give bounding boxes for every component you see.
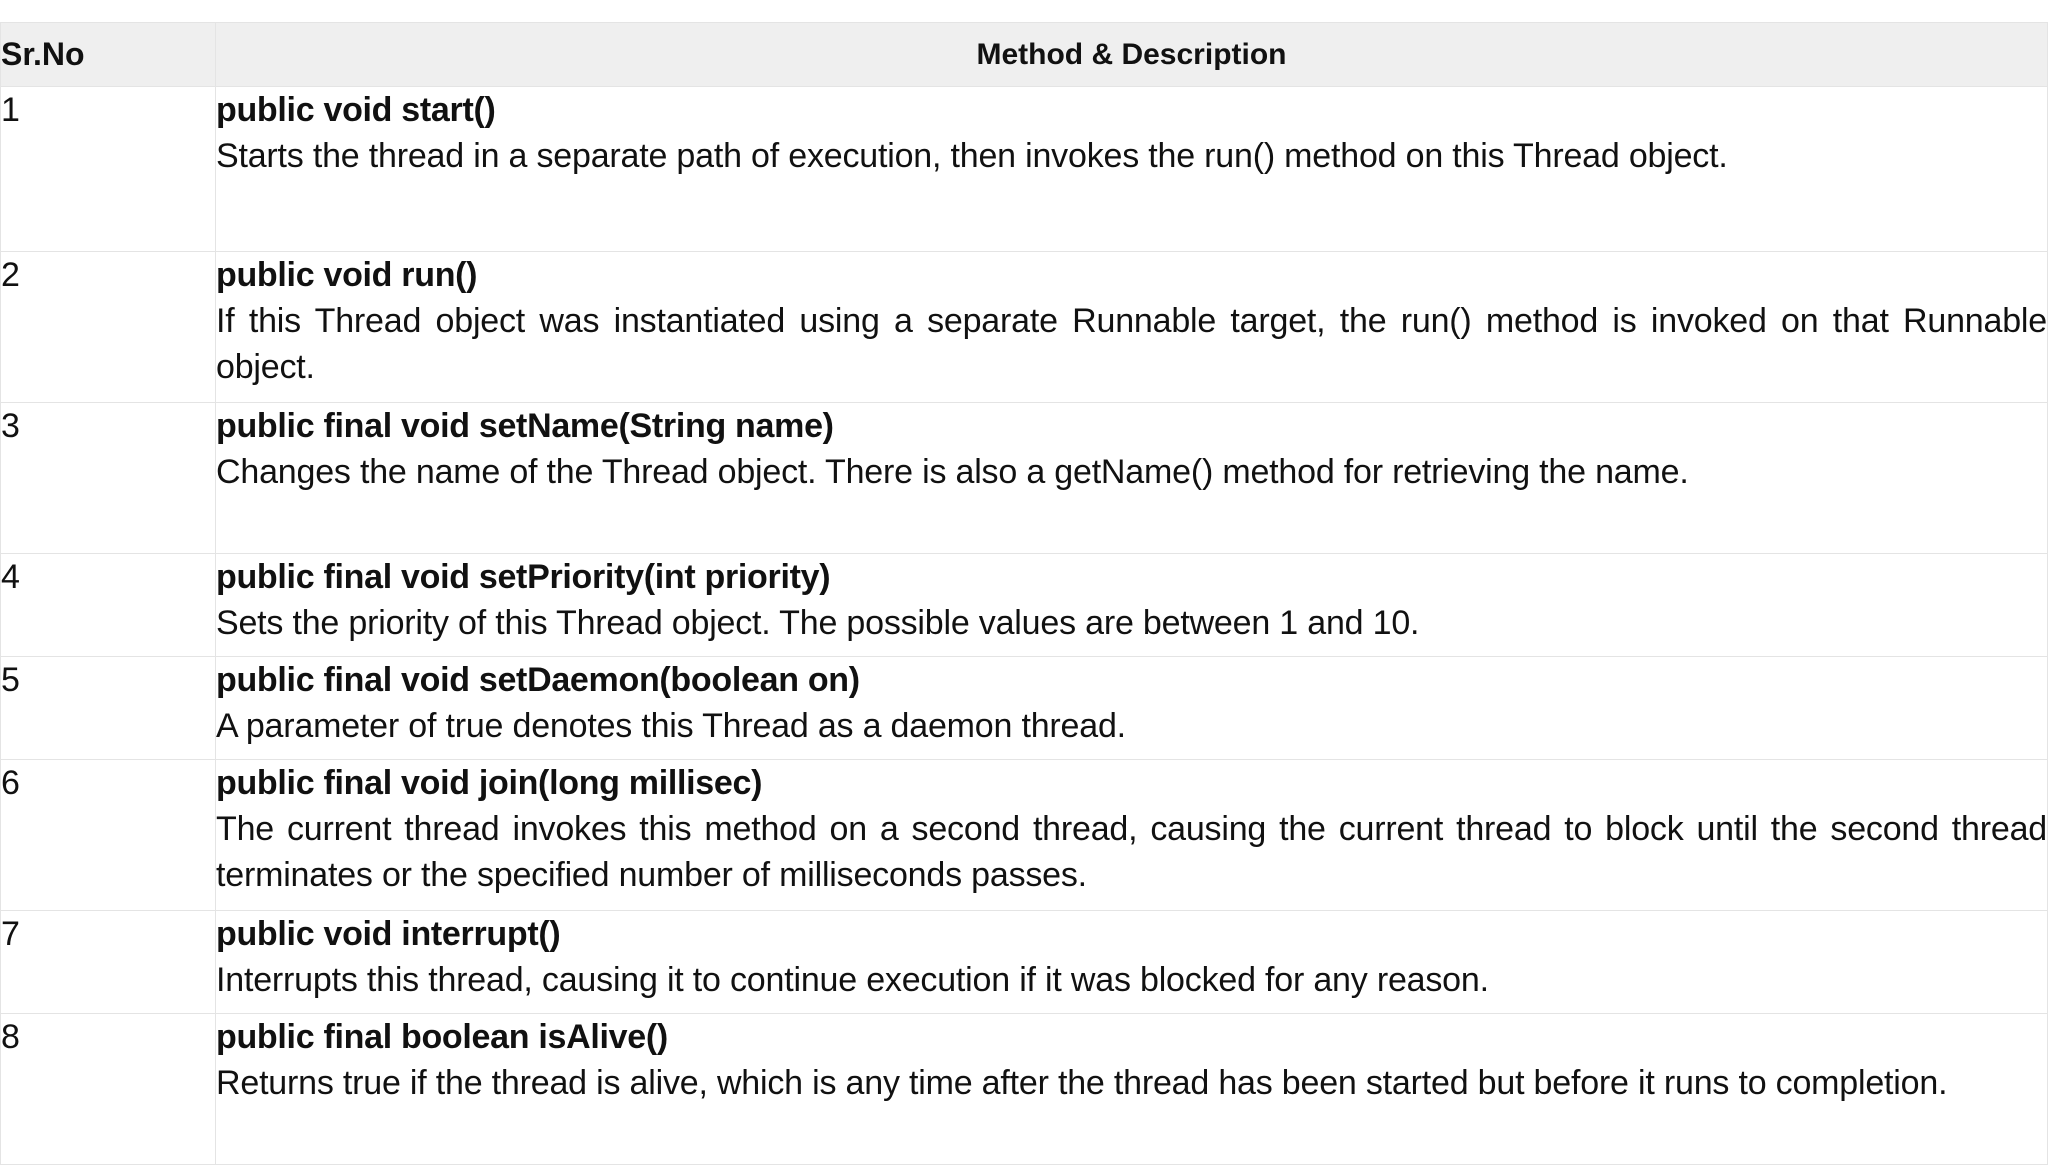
method-signature: public final void join(long millisec) <box>216 764 763 802</box>
table-row <box>1 87 2048 252</box>
table-body <box>1 87 2048 1165</box>
table-row <box>1 760 2048 911</box>
column-header-method-description: Method & Description <box>216 23 2048 87</box>
method-signature: public final boolean isAlive() <box>216 1018 668 1056</box>
method-signature: public final void setPriority(int priority) <box>216 558 831 596</box>
row-number: 5 <box>1 657 216 760</box>
method-cell <box>216 554 2048 657</box>
thread-methods-table <box>0 22 2048 1165</box>
row-number: 8 <box>1 1014 216 1165</box>
method-cell <box>216 760 2048 911</box>
row-number: 2 <box>1 252 216 403</box>
method-description: A parameter of true denotes this Thread as a daemon thread. <box>216 707 1126 745</box>
table-row <box>1 1014 2048 1165</box>
method-signature: public void interrupt() <box>216 915 561 953</box>
table-row <box>1 554 2048 657</box>
method-description: Starts the thread in a separate path of execution, then invokes the run() method on this Thread object. <box>216 137 1728 175</box>
method-signature: public void run() <box>216 256 478 294</box>
row-number: 6 <box>1 760 216 911</box>
column-header-sr-no: Sr.No <box>1 23 216 87</box>
method-cell <box>216 911 2048 1014</box>
method-cell <box>216 657 2048 760</box>
method-cell <box>216 87 2048 252</box>
table-header <box>1 23 2048 87</box>
method-description: Interrupts this thread, causing it to continue execution if it was blocked for any reason. <box>216 961 1489 999</box>
method-cell <box>216 252 2048 403</box>
row-number: 3 <box>1 403 216 554</box>
method-cell <box>216 1014 2048 1165</box>
method-signature: public final void setDaemon(boolean on) <box>216 661 860 699</box>
method-cell <box>216 403 2048 554</box>
row-number: 4 <box>1 554 216 657</box>
row-number: 7 <box>1 911 216 1014</box>
method-signature: public void start() <box>216 91 496 129</box>
method-description: Changes the name of the Thread object. There is also a getName() method for retrieving the name. <box>216 453 1689 491</box>
row-number: 1 <box>1 87 216 252</box>
table-row <box>1 252 2048 403</box>
method-description: The current thread invokes this method on a second thread, causing the current thread to block until the second thread terminates or the specified number of milliseconds passes. <box>216 810 2047 894</box>
table-row <box>1 911 2048 1014</box>
table-row <box>1 657 2048 760</box>
header-row <box>1 23 2048 87</box>
method-description: Returns true if the thread is alive, which is any time after the thread has been started but before it runs to completion. <box>216 1064 1948 1102</box>
table-row <box>1 403 2048 554</box>
method-signature: public final void setName(String name) <box>216 407 834 445</box>
method-description: Sets the priority of this Thread object. The possible values are between 1 and 10. <box>216 604 1420 642</box>
method-description: If this Thread object was instantiated using a separate Runnable target, the run() method is invoked on that Runnable object. <box>216 302 2047 386</box>
